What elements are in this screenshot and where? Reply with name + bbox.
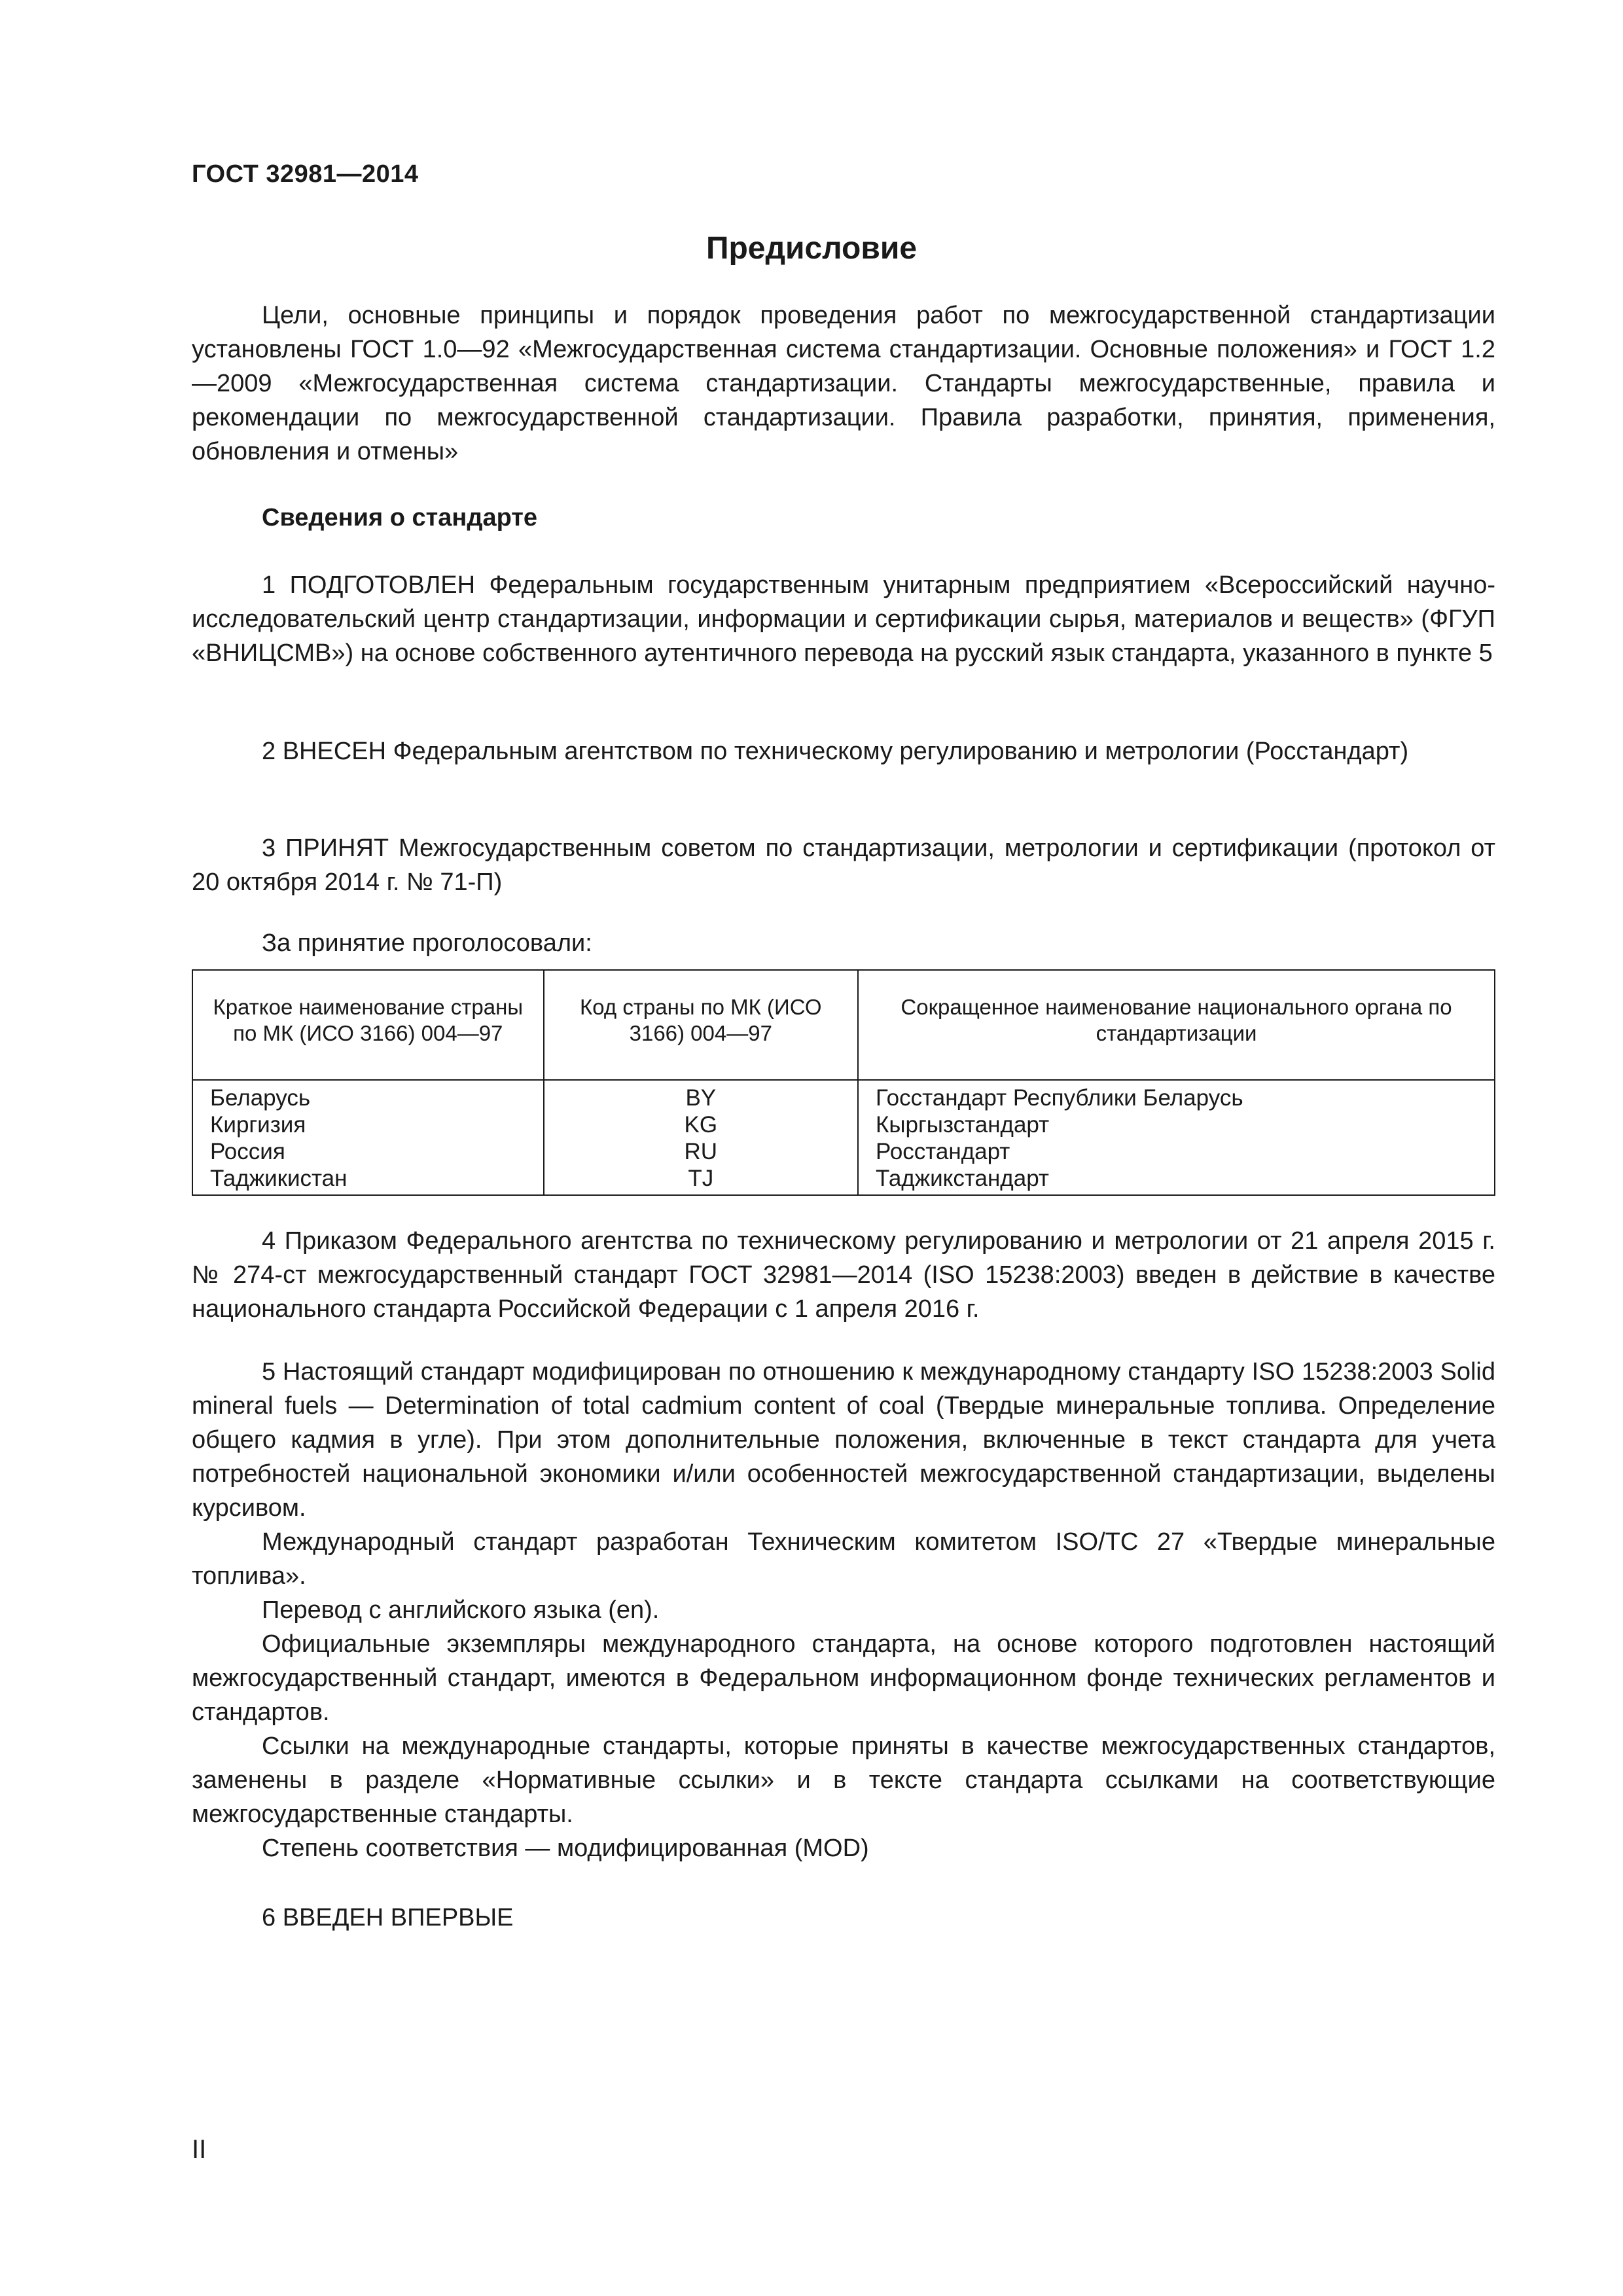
item-6-paragraph: 6 ВВЕДЕН ВПЕРВЫЕ [262, 1904, 514, 1931]
country-name: Беларусь [210, 1085, 311, 1111]
voting-table [192, 969, 1495, 1196]
document-code-header: ГОСТ 32981—2014 [192, 160, 419, 188]
item-5-paragraph: 5 Настоящий стандарт модифицирован по отношению к международному стандарту ISO 15238:2003 Solid mineral fuels — Determination of total cadmium content of coal (Твердые минеральные топлива. Определение общего кадмия в угле). При этом дополнительные положения, включенные в текст стандарта для учета потребностей национальной экономики и/или особенностей межгосударственной стандартизации, выделены курсивом. [192, 1358, 1495, 1522]
national-body: Росстандарт [876, 1139, 1010, 1164]
country-code: TJ [688, 1166, 714, 1191]
page-number: II [192, 2135, 207, 2164]
country-name: Таджикистан [210, 1166, 348, 1191]
country-code: KG [684, 1112, 718, 1138]
country-code: RU [684, 1139, 718, 1164]
country-name: Россия [210, 1139, 285, 1164]
item-5-refs-paragraph: Ссылки на международные стандарты, которые приняты в качестве межгосударственных стандартов, заменены в разделе «Нормативные ссылки» и в тексте стандарта ссылками на соответствующие межгосударственные стандарты. [192, 1732, 1495, 1828]
national-body: Таджикстандарт [876, 1166, 1049, 1191]
country-codes-cell [544, 1080, 858, 1195]
header-country-name: Краткое наименование страны по МК (ИСО 3166) 004—97 [192, 970, 544, 1080]
item-5-copies-paragraph: Официальные экземпляры международного стандарта, на основе которого подготовлен настоящий межгосударственный стандарт, имеются в Федеральном информационном фонде технических регламентов и стандартов. [192, 1630, 1495, 1726]
country-name: Киргизия [210, 1112, 306, 1138]
item-4-paragraph: 4 Приказом Федерального агентства по техническому регулированию и метрологии от 21 апреля 2015 г. № 274-ст межгосударственный стандарт ГОСТ 32981—2014 (ISO 15238:2003) введен в действие в качестве национального стандарта Российской Федерации с 1 апреля 2016 г. [192, 1227, 1495, 1323]
country-names-cell [192, 1080, 544, 1195]
votes-intro: За принятие проголосовали: [262, 929, 592, 957]
country-code: BY [685, 1085, 717, 1111]
table-row [192, 1080, 1495, 1195]
header-country-code: Код страны по МК (ИСО 3166) 004—97 [544, 970, 858, 1080]
page-title: Предисловие [705, 231, 918, 266]
item-1-paragraph: 1 ПОДГОТОВЛЕН Федеральным государственным унитарным предприятием «Всероссийский научно-исследовательский центр стандартизации, информации и сертификации сырья, материалов и веществ» (ФГУП «ВНИЦСМВ») на основе собственного аутентичного перевода на русский язык стандарта, указанного в пункте 5 [192, 571, 1495, 667]
item-5-degree-paragraph: Степень соответствия — модифицированная (MOD) [262, 1835, 869, 1862]
national-bodies-cell [858, 1080, 1495, 1195]
item-3-paragraph: 3 ПРИНЯТ Межгосударственным советом по стандартизации, метрологии и сертификации (протокол от 20 октября 2014 г. № 71-П) [192, 834, 1495, 896]
item-5-tc-paragraph: Международный стандарт разработан Техническим комитетом ISO/TC 27 «Твердые минеральные топлива». [192, 1528, 1495, 1590]
header-national-body: Сокращенное наименование национального органа по стандартизации [858, 970, 1495, 1080]
table-header-row [192, 970, 1495, 1080]
national-body: Госстандарт Республики Беларусь [876, 1085, 1243, 1111]
item-5-translation-paragraph: Перевод с английского языка (en). [262, 1596, 660, 1624]
item-2-paragraph: 2 ВНЕСЕН Федеральным агентством по техническому регулированию и метрологии (Росстандарт) [262, 738, 1409, 765]
intro-paragraph: Цели, основные принципы и порядок проведения работ по межгосударственной стандартизации установлены ГОСТ 1.0—92 «Межгосударственная система стандартизации. Основные положения» и ГОСТ 1.2—2009 «Межгосударственная система стандартизации. Стандарты межгосударственные, правила и рекомендации по межгосударственной стандартизации. Правила разработки, принятия, применения, обновления и отмены» [192, 302, 1495, 465]
national-body: Кыргызстандарт [876, 1112, 1050, 1138]
section-heading: Сведения о стандарте [262, 504, 538, 531]
